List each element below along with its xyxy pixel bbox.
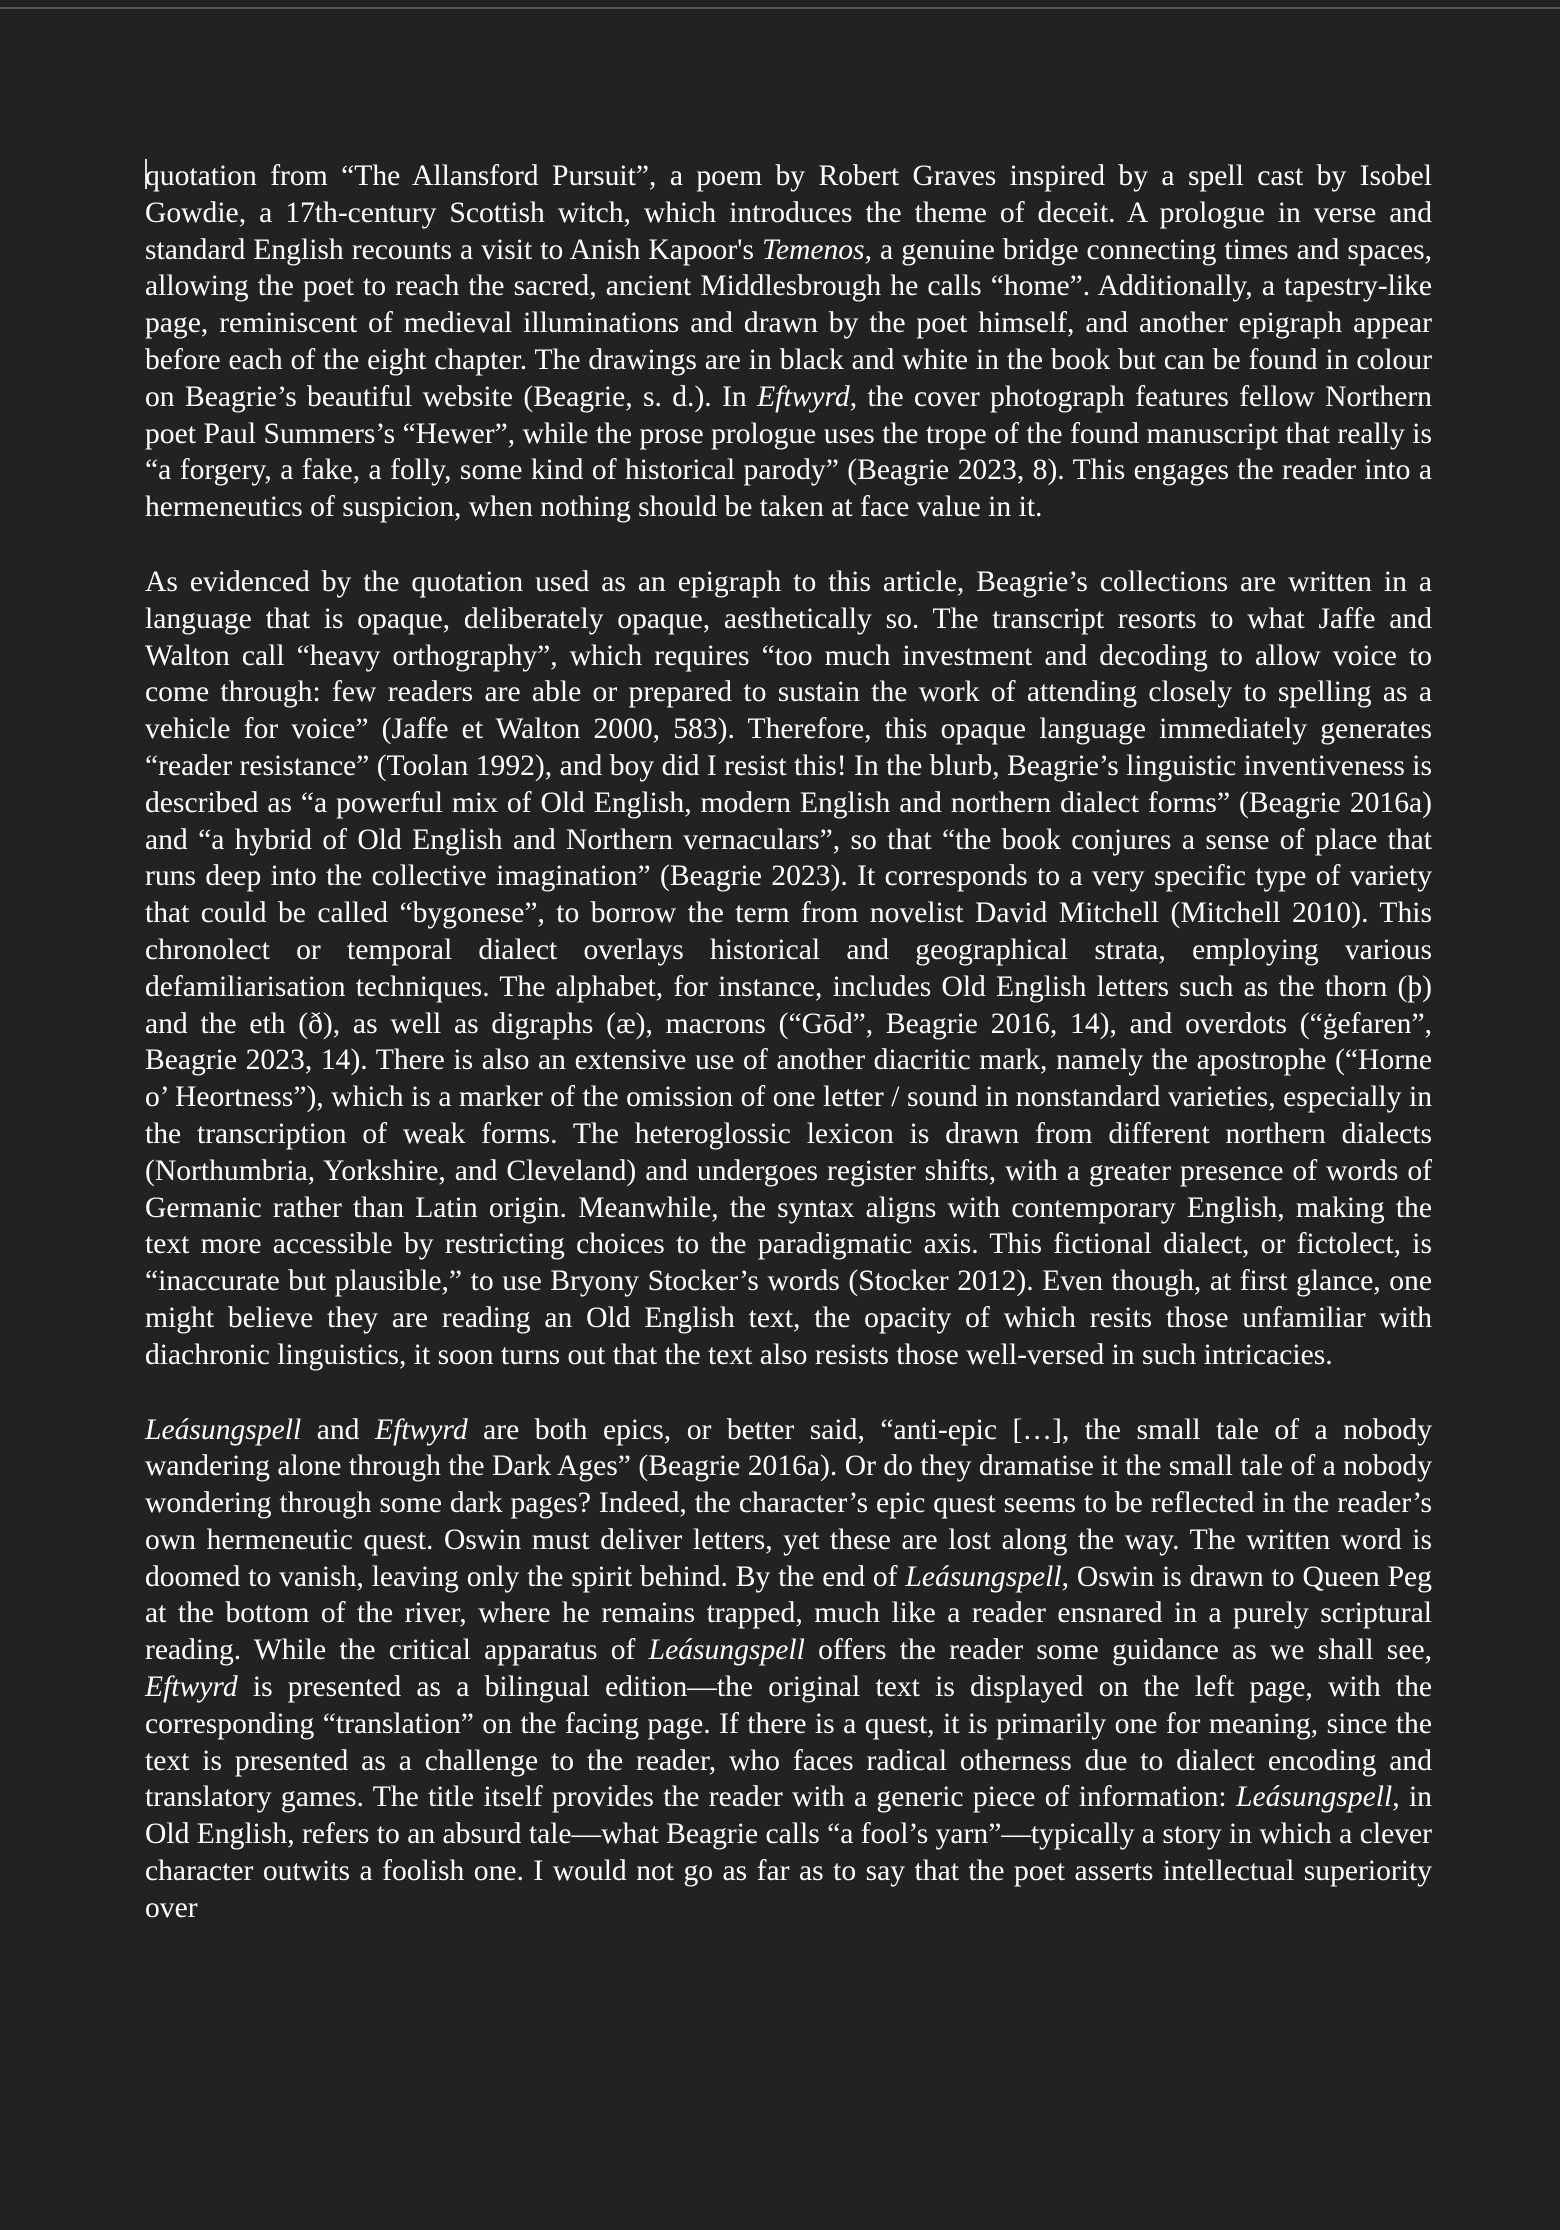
title-leasungspell: Leásungspell [905,1560,1062,1593]
title-leasungspell: Leásungspell [648,1634,805,1667]
title-leasungspell: Leásungspell [145,1413,302,1446]
paragraph-1 [145,158,1432,526]
paragraph-3-run: are both epics, or better said, “anti-epic […], the small tale of a nobody wandering alone through the Dark Ages” (Beagrie 2016a). Or do they dramatise it the small tale of a nobody wondering through some dark pages? Indeed, the character’s epic quest seems to be reflected in the reader’s own hermeneutic quest. Oswin must deliver letters, yet these are lost along the way. The written word is doomed to vanish, leaving only the spirit behind. By the end of [145,1413,1432,1593]
paragraph-3-run: is presented as a bilingual edition—the original text is displayed on the left page, with the corresponding “translation” on the facing page. If there is a quest, it is primarily one for meaning, since the text is presented as a challenge to the reader, who faces radical otherness due to dialect encoding and translatory games. The title itself provides the reader with a generic piece of information: [145,1671,1432,1814]
paragraph-1-run: , the cover photograph features fellow Northern poet Paul Summers’s “Hewer”, while the prose prologue uses the trope of the found manuscript that really is “a forgery, a fake, a folly, some kind of historical parody” (Beagrie 2023, 8). This engages the reader into a hermeneutics of suspicion, when nothing should be taken at face value in it. [145,380,1432,524]
paragraph-1-run: , a genuine bridge connecting times and spaces, allowing the poet to reach the sacred, ancient Middlesbrough he calls “home”. Additionally, a tapestry-like page, reminiscent of medieval illuminations and drawn by the poet himself, and another epigraph appear before each of the eight chapter. The drawings are in black and white in the book but can be found in colour on Beagrie’s beautiful website (Beagrie, s. d.). In [145,233,1432,413]
title-eftwyrd: Eftwyrd [145,1671,238,1704]
title-eftwyrd: Eftwyrd [375,1413,468,1446]
paragraph-3 [145,1412,1432,1927]
paragraph-3-run: and [301,1413,375,1446]
document-page[interactable] [145,158,1432,1965]
window-top-border [0,7,1560,9]
paragraph-2 [145,564,1432,1374]
title-temenos: Temenos [762,233,865,266]
paragraph-3-run: , Oswin is drawn to Queen Peg at the bottom of the river, where he remains trapped, much like a reader ensnared in a purely scriptural reading. While the critical apparatus of [145,1560,1432,1667]
paragraph-1-run: quotation from “The Allansford Pursuit”, a poem by Robert Graves inspired by a spell cast by Isobel Gowdie, a 17th-century Scottish witch, which introduces the theme of deceit. A prologue in verse and standard English recounts a visit to Anish Kapoor's [145,160,1432,266]
paragraph-2-run: As evidenced by the quotation used as an epigraph to this article, Beagrie’s collections are written in a language that is opaque, deliberately opaque, aesthetically so. The transcript resorts to what Jaffe and Walton call “heavy orthography”, which requires “too much investment and decoding to allow voice to come through: few readers are able or prepared to sustain the work of attending closely to spelling as a vehicle for voice” (Jaffe et Walton 2000, 583). Therefore, this opaque language immediately generates “reader resistance” (Toolan 1992), and boy did I resist this! In the blurb, Beagrie’s linguistic inventiveness is described as “a powerful mix of Old English, modern English and northern dialect forms” (Beagrie 2016a) and “a hybrid of Old English and Northern vernaculars”, so that “the book conjures a sense of place that runs deep into the collective imagination” (Beagrie 2023). It corresponds to a very specific type of variety that could be called “bygonese”, to borrow the term from novelist David Mitchell (Mitchell 2010). This chronolect or temporal dialect overlays historical and geographical strata, employing various defamiliarisation techniques. The alphabet, for instance, includes Old English letters such as the thorn (þ) and the eth (ð), as well as digraphs (æ), macrons (“Gōd”, Beagrie 2016, 14), and overdots (“ġefaren”, Beagrie 2023, 14). There is also an extensive use of another diacritic mark, namely the apostrophe (“Horne o’ Heortness”), which is a marker of the omission of one letter / sound in nonstandard varieties, especially in the transcription of weak forms. The heteroglossic lexicon is drawn from different northern dialects (Northumbria, Yorkshire, and Cleveland) and undergoes register shifts, with a greater presence of words of Germanic rather than Latin origin. Meanwhile, the syntax aligns with contemporary English, making the text more accessible by restricting choices to the paradigmatic axis. This fictional dialect, or fictolect, is “inaccurate but plausible,” to use Bryony Stocker’s words (Stocker 2012). Even though, at first glance, one might believe they are reading an Old English text, the opacity of which resits those unfamiliar with diachronic linguistics, it soon turns out that the text also resists those well-versed in such intricacies. [145,565,1432,1371]
title-eftwyrd: Eftwyrd [757,380,850,413]
title-leasungspell: Leásungspell [1236,1781,1393,1814]
paragraph-3-run: offers the reader some guidance as we shall see, [804,1634,1432,1667]
paragraph-3-run: , in Old English, refers to an absurd tale—what Beagrie calls “a fool’s yarn”—typically a story in which a clever character outwits a foolish one. I would not go as far as to say that the poet asserts intellectual superiority over [145,1781,1432,1924]
